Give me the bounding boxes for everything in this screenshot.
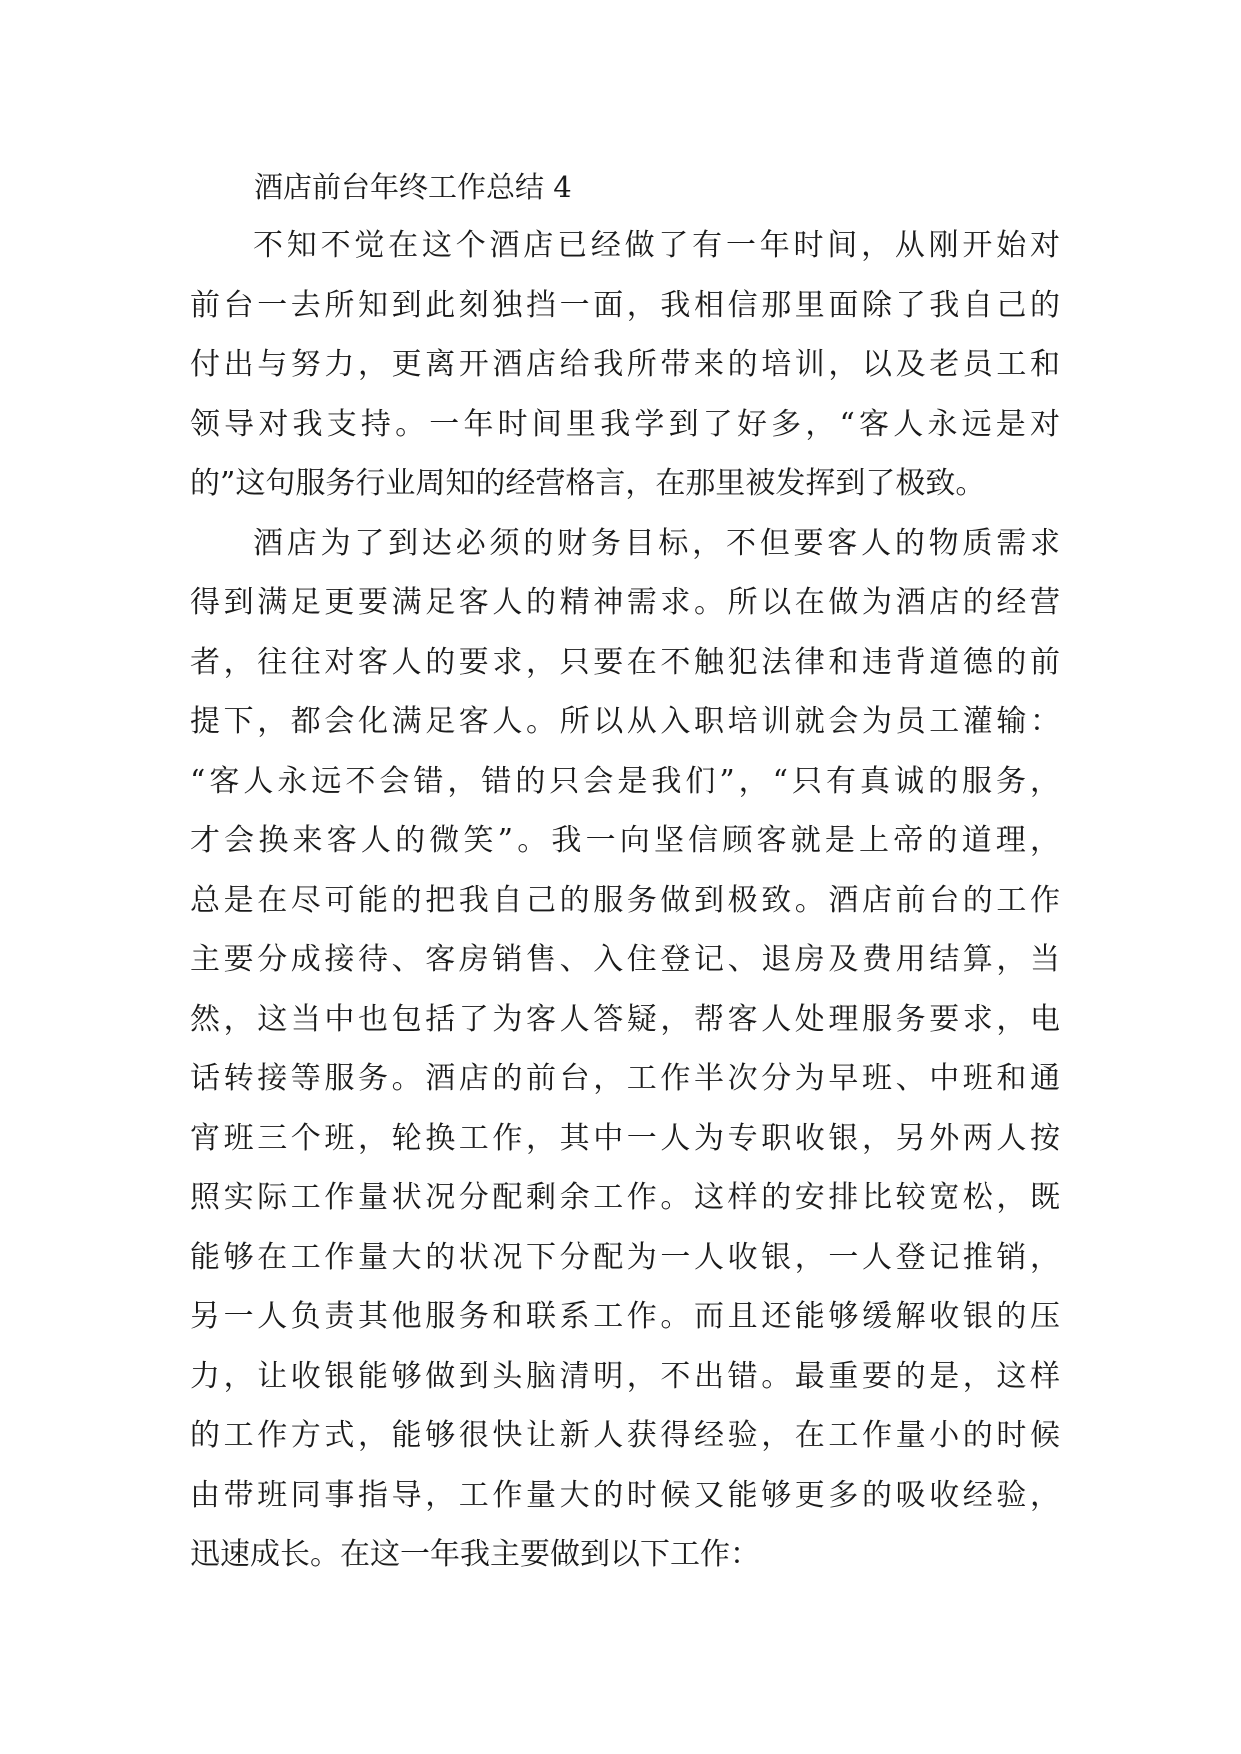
paragraph-line: 领导对我支持。一年时间里我学到了好多，“客人永远是对: [190, 406, 1060, 442]
paragraph-line: 的工作方式，能够很快让新人获得经验，在工作量小的时候: [190, 1418, 1060, 1453]
document-body: [190, 158, 1060, 1585]
paragraph-line: 总是在尽可能的把我自己的服务做到极致。酒店前台的工作: [190, 882, 1060, 918]
paragraph-line: 的”这句服务行业周知的经营格言，在那里被发挥到了极致。: [190, 466, 986, 501]
paragraph-line: 才会换来客人的微笑”。我一向坚信顾客就是上帝的道理，: [190, 823, 1060, 858]
paragraph-line: 然，这当中也包括了为客人答疑，帮客人处理服务要求，电: [190, 1001, 1060, 1037]
paragraph-line: 迅速成长。在这一年我主要做到以下工作：: [190, 1537, 760, 1572]
paragraph-line: 宵班三个班，轮换工作，其中一人为专职收银，另外两人按: [190, 1120, 1060, 1156]
paragraph-line: 照实际工作量状况分配剩余工作。这样的安排比较宽松，既: [190, 1180, 1060, 1215]
paragraph-2: [190, 514, 1060, 1585]
paragraph-line: 力，让收银能够做到头脑清明，不出错。最重要的是，这样: [190, 1358, 1060, 1394]
paragraph-line: 能够在工作量大的状况下分配为一人收银，一人登记推销，: [190, 1239, 1060, 1275]
paragraph-line: “客人永远不会错，错的只会是我们”，“只有真诚的服务，: [190, 763, 1060, 799]
document-title: 酒店前台年终工作总结 4: [254, 170, 572, 204]
paragraph-1: [190, 216, 1060, 514]
paragraph-line: 不知不觉在这个酒店已经做了有一年时间，从刚开始对: [253, 228, 1060, 263]
paragraph-line: 主要分成接待、客房销售、入住登记、退房及费用结算，当: [190, 942, 1060, 977]
paragraph-line: 提下，都会化满足客人。所以从入职培训就会为员工灌输：: [190, 704, 1060, 739]
paragraph-line: 另一人负责其他服务和联系工作。而且还能够缓解收银的压: [190, 1299, 1060, 1334]
paragraph-line: 前台一去所知到此刻独挡一面，我相信那里面除了我自己的: [190, 287, 1060, 323]
paragraph-line: 由带班同事指导，工作量大的时候又能够更多的吸收经验，: [190, 1477, 1060, 1513]
paragraph-line: 者，往往对客人的要求，只要在不触犯法律和违背道德的前: [190, 644, 1060, 680]
paragraph-line: 话转接等服务。酒店的前台，工作半次分为早班、中班和通: [190, 1061, 1060, 1096]
paragraph-line: 得到满足更要满足客人的精神需求。所以在做为酒店的经营: [190, 585, 1060, 620]
paragraph-line: 付出与努力，更离开酒店给我所带来的培训，以及老员工和: [190, 347, 1060, 382]
paragraph-line: 酒店为了到达必须的财务目标，不但要客人的物质需求: [253, 525, 1060, 561]
